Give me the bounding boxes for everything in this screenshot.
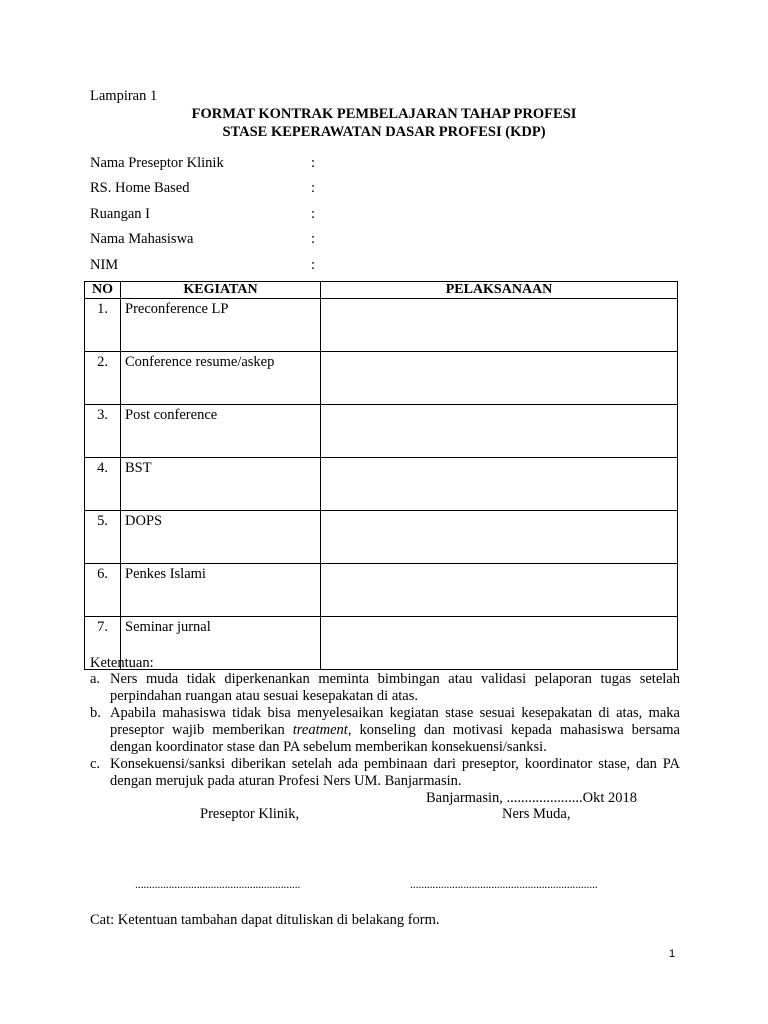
field-separator: : (311, 206, 316, 222)
list-item-text: Apabila mahasiswa tidak bisa menyelesaikan kegiatan stase sesuai kesepakatan di atas, maka preseptor wajib memberikan (110, 705, 680, 738)
preceptor-signature-label: Preseptor Klinik, (200, 806, 300, 822)
student-signature-line: ................................................................... (410, 877, 598, 891)
field-separator: : (311, 155, 316, 171)
list-item (90, 705, 680, 756)
list-marker: a. (90, 671, 101, 687)
column-header-no: NO (85, 282, 121, 299)
row-execution-cell (321, 564, 678, 617)
table-row (85, 458, 678, 511)
row-number: 7. (85, 617, 121, 670)
row-activity: Preconference LP (121, 299, 321, 352)
row-number: 4. (85, 458, 121, 511)
field-label-student-name: Nama Mahasiswa (90, 231, 194, 247)
page-number: 1 (669, 948, 676, 960)
row-activity: DOPS (121, 511, 321, 564)
row-activity: Penkes Islami (121, 564, 321, 617)
student-signature-label: Ners Muda, (502, 806, 571, 822)
field-separator: : (311, 257, 316, 273)
document-title-line-2: STASE KEPERAWATAN DASAR PROFESI (KDP) (222, 124, 546, 140)
provisions-list (90, 671, 680, 790)
signature-place-date: Banjarmasin, .....................Okt 2018 (426, 790, 638, 806)
field-label-hospital: RS. Home Based (90, 180, 190, 196)
row-number: 1. (85, 299, 121, 352)
table-row (85, 352, 678, 405)
footer-note: Cat: Ketentuan tambahan dapat dituliskan di belakang form. (90, 912, 440, 928)
row-execution-cell (321, 617, 678, 670)
row-number: 3. (85, 405, 121, 458)
list-item-text: Ners muda tidak diperkenankan meminta bimbingan atau validasi pelaporan tugas setelah perpindahan ruangan atau sesuai kesepakatan di atas. (110, 671, 680, 704)
list-marker: c. (90, 756, 101, 772)
field-separator: : (311, 231, 316, 247)
field-label-preceptor: Nama Preseptor Klinik (90, 155, 224, 171)
row-activity: Seminar jurnal (121, 617, 321, 670)
row-execution-cell (321, 299, 678, 352)
table-header-row (85, 282, 678, 299)
attachment-label: Lampiran 1 (90, 88, 158, 104)
row-activity: BST (121, 458, 321, 511)
list-item (90, 671, 680, 705)
row-activity: Post conference (121, 405, 321, 458)
document-title-line-1: FORMAT KONTRAK PEMBELAJARAN TAHAP PROFESI (191, 106, 577, 122)
field-separator: : (311, 180, 316, 196)
list-item-italic-term: treatment (292, 722, 348, 738)
provisions-heading: Ketentuan: (90, 655, 154, 671)
row-number: 5. (85, 511, 121, 564)
row-activity: Conference resume/askep (121, 352, 321, 405)
table-row (85, 511, 678, 564)
list-item (90, 756, 680, 790)
row-execution-cell (321, 458, 678, 511)
row-number: 6. (85, 564, 121, 617)
table-row (85, 405, 678, 458)
learning-contract-table (84, 281, 678, 670)
table-row (85, 617, 678, 670)
row-execution-cell (321, 511, 678, 564)
table-row (85, 564, 678, 617)
column-header-activity: KEGIATAN (121, 282, 321, 299)
field-label-nim: NIM (90, 257, 119, 273)
list-marker: b. (90, 705, 101, 721)
list-item-text: Konsekuensi/sanksi diberikan setelah ada pembinaan dari preseptor, koordinator stase, dan PA dengan merujuk pada aturan Profesi Ners UM. Banjarmasin. (110, 756, 680, 789)
preceptor-signature-line: ........................................................... (135, 877, 301, 891)
list-item-text: , konseling dan motivasi kepada mahasiswa bersama dengan koordinator stase dan PA sebelum memberikan konsekuensi/sanksi. (110, 722, 680, 755)
table-row (85, 299, 678, 352)
row-number: 2. (85, 352, 121, 405)
field-label-room: Ruangan I (90, 206, 150, 222)
row-execution-cell (321, 405, 678, 458)
column-header-execution: PELAKSANAAN (321, 282, 678, 299)
row-execution-cell (321, 352, 678, 405)
